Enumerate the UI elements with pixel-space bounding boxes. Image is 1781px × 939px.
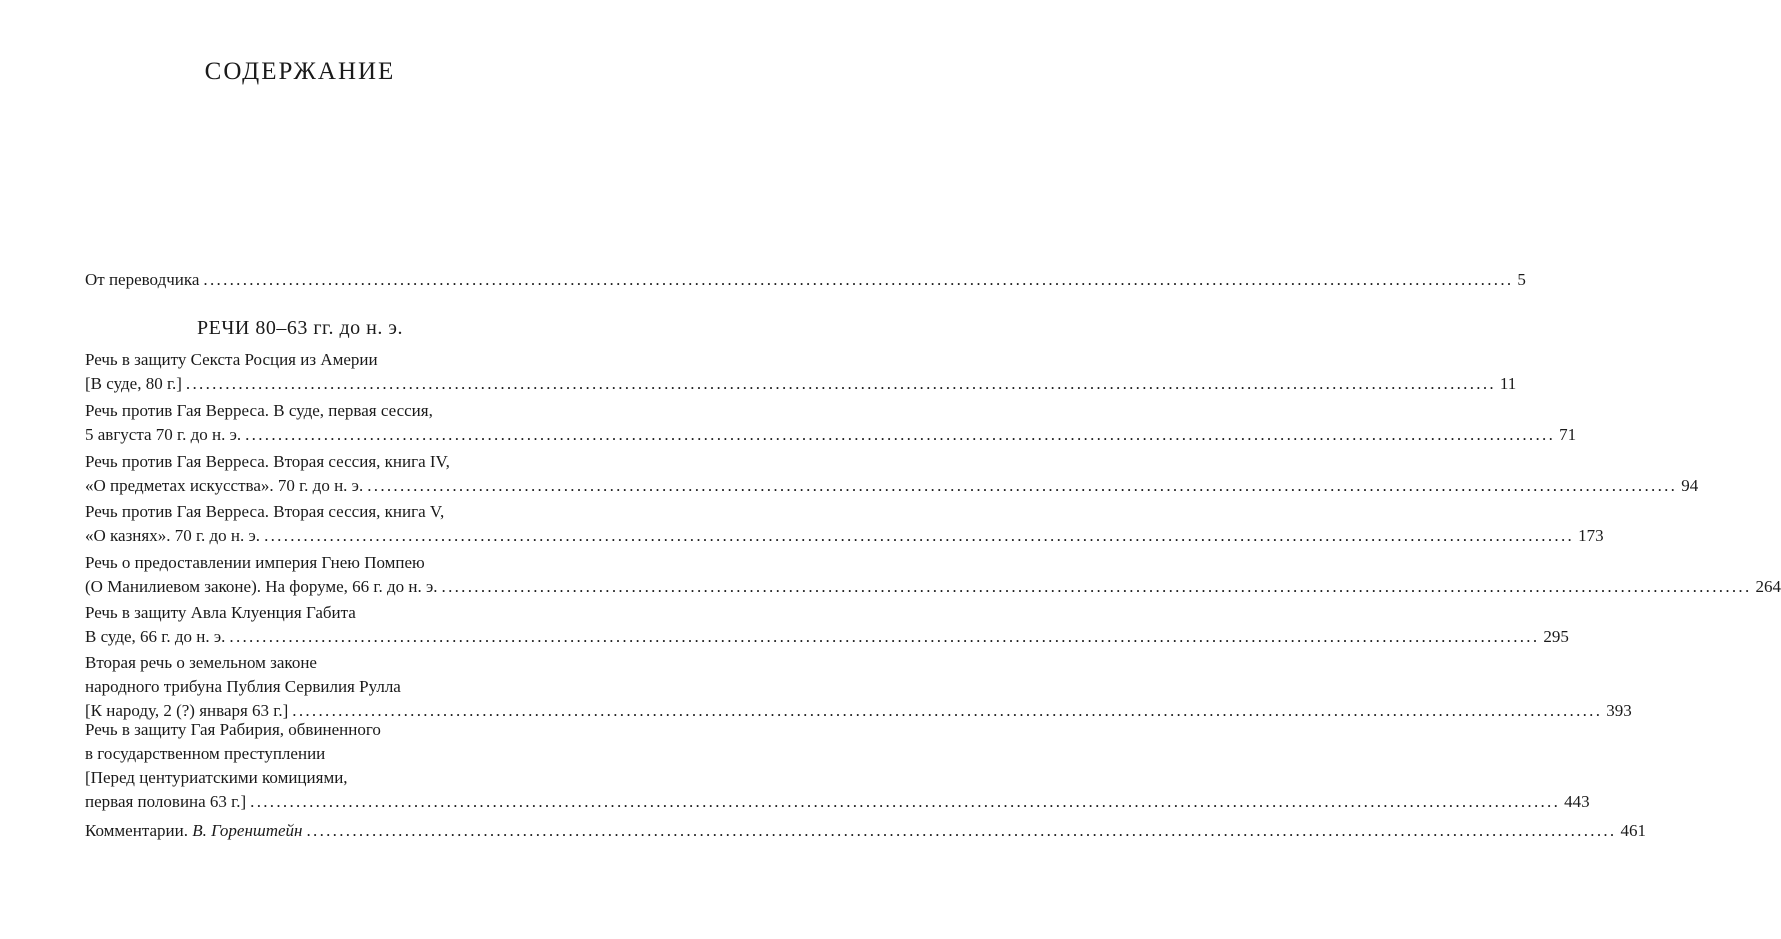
dot-leader: ........................................................................................................................................................................................................ xyxy=(203,270,1514,289)
toc-entry[interactable] xyxy=(85,399,1577,447)
dot-leader: ........................................................................................................................................................................................................ xyxy=(185,374,1496,393)
toc-entry[interactable] xyxy=(85,348,1517,396)
entry-line: [К народу, 2 (?) января 63 г.] xyxy=(85,701,289,720)
section-heading: РЕЧИ 80–63 гг. до н. э. xyxy=(197,317,403,339)
entry-line: Речь против Гая Верреса. Вторая сессия, книга IV, xyxy=(85,452,450,471)
entry-line: в государственном преступлении xyxy=(85,744,326,763)
entry-line: [Перед центуриатскими комициями, xyxy=(85,768,348,787)
toc-entry[interactable] xyxy=(85,450,1699,498)
toc-entry[interactable] xyxy=(85,651,1632,723)
page-number: 5 xyxy=(1517,270,1526,289)
entry-title: От переводчика xyxy=(85,270,200,289)
page-number: 393 xyxy=(1606,701,1632,720)
entry-title xyxy=(85,819,302,843)
entry-line: [В суде, 80 г.] xyxy=(85,374,182,393)
page-number: 264 xyxy=(1755,577,1781,596)
dot-leader: ........................................................................................................................................................................................................ xyxy=(292,701,1603,720)
dot-leader: ........................................................................................................................................................................................................ xyxy=(441,577,1752,596)
page-number: 295 xyxy=(1543,627,1569,646)
page-number: 173 xyxy=(1578,526,1604,545)
entry-line: «О предметах искусства». 70 г. до н. э. xyxy=(85,476,364,495)
page-number: 94 xyxy=(1681,476,1699,495)
toc-entry[interactable] xyxy=(85,551,1781,599)
entry-line: Речь против Гая Верреса. В суде, первая сессия, xyxy=(85,401,433,420)
dot-leader: ........................................................................................................................................................................................................ xyxy=(264,526,1575,545)
toc-entry[interactable] xyxy=(85,601,1569,649)
entry-line: Речь в защиту Авла Клуенция Габита xyxy=(85,603,356,622)
page-number: 71 xyxy=(1559,425,1577,444)
page-number: 461 xyxy=(1620,821,1646,840)
entry-line: 5 августа 70 г. до н. э. xyxy=(85,425,242,444)
entry-line: Речь против Гая Верреса. Вторая сессия, книга V, xyxy=(85,502,445,521)
dot-leader: ........................................................................................................................................................................................................ xyxy=(306,821,1617,840)
entry-line: Речь в защиту Секста Росция из Америи xyxy=(85,350,378,369)
toc-title: СОДЕРЖАНИЕ xyxy=(204,58,396,85)
entry-line: Речь в защиту Гая Рабирия, обвиненного xyxy=(85,720,381,739)
entry-line: В суде, 66 г. до н. э. xyxy=(85,627,226,646)
toc-entry-preface[interactable] xyxy=(85,268,1526,292)
toc-entry[interactable] xyxy=(85,500,1604,548)
toc-entry-commentary[interactable] xyxy=(85,819,1646,843)
entry-line: «О казнях». 70 г. до н. э. xyxy=(85,526,261,545)
entry-line: Речь о предоставлении империя Гнею Помпею xyxy=(85,553,425,572)
entry-line: народного трибуна Публия Сервилия Рулла xyxy=(85,677,401,696)
commentary-author: В. Горенштейн xyxy=(192,821,303,840)
toc-entry[interactable] xyxy=(85,718,1590,814)
entry-line: первая половина 63 г.] xyxy=(85,792,247,811)
dot-leader: ........................................................................................................................................................................................................ xyxy=(229,627,1540,646)
dot-leader: ........................................................................................................................................................................................................ xyxy=(367,476,1678,495)
commentary-label: Комментарии. xyxy=(85,821,193,840)
entry-line: (О Манилиевом законе). На форуме, 66 г. до н. э. xyxy=(85,577,438,596)
entry-line: Вторая речь о земельном законе xyxy=(85,653,317,672)
dot-leader: ........................................................................................................................................................................................................ xyxy=(250,792,1561,811)
page-number: 11 xyxy=(1499,374,1517,393)
page-number: 443 xyxy=(1564,792,1590,811)
dot-leader: ........................................................................................................................................................................................................ xyxy=(245,425,1556,444)
